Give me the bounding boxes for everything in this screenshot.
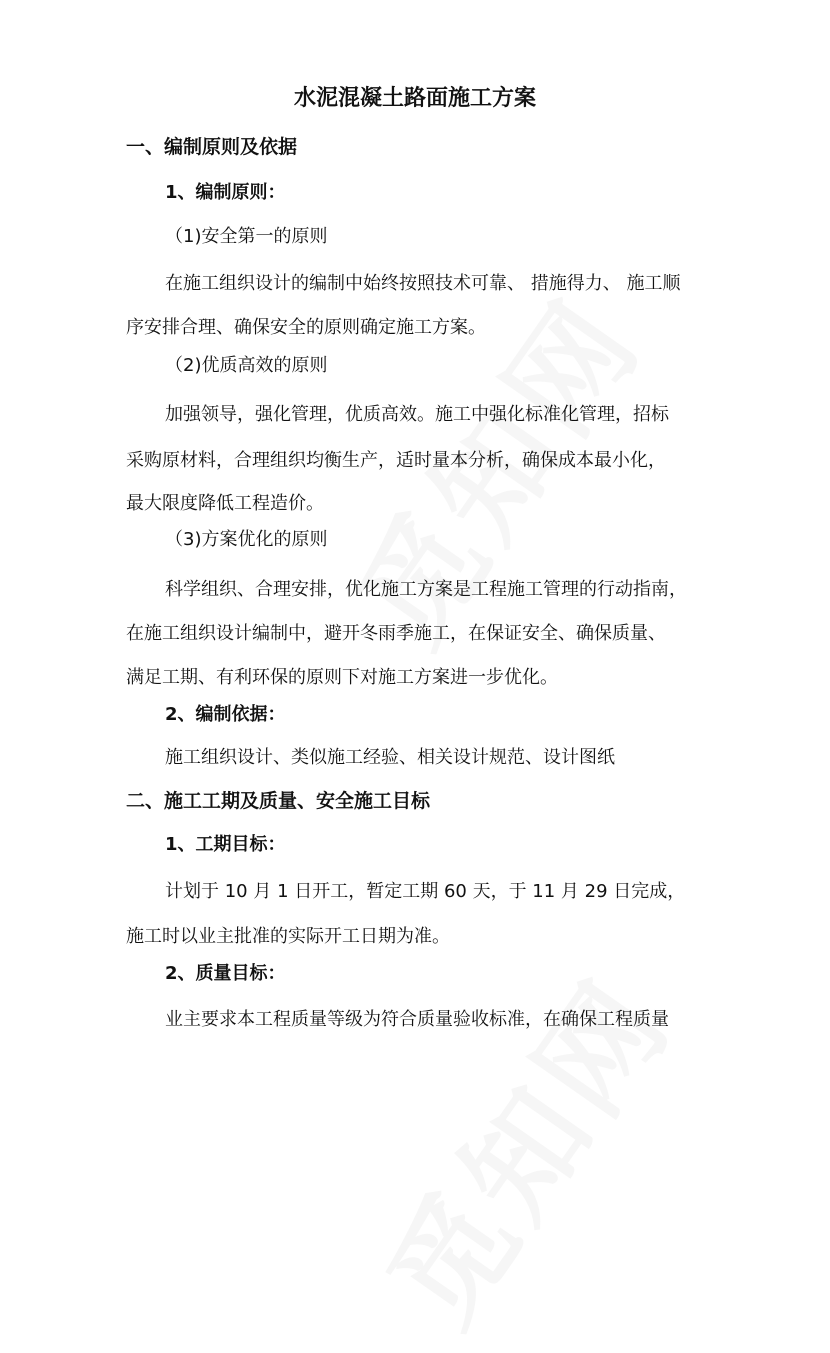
paragraph-line: 满足工期、有利环保的原则下对施工方案进一步优化。: [126, 667, 558, 688]
paragraph-line: 最大限度降低工程造价。: [126, 493, 324, 514]
watermark: [341, 939, 702, 1352]
paragraph-line: 计划于 10 月 1 日开工，暂定工期 60 天，于 11 月 29 日完成，: [165, 881, 686, 902]
paragraph-line: 施工时以业主批准的实际开工日期为准。: [126, 926, 450, 947]
paragraph-line: 序安排合理、确保安全的原则确定施工方案。: [126, 317, 486, 338]
paragraph-line: 业主要求本工程质量等级为符合质量验收标准，在确保工程质量: [165, 1009, 669, 1030]
paragraph-line: 加强领导，强化管理，优质高效。施工中强化标准化管理，招标: [165, 404, 669, 425]
paragraph-line: 在施工组织设计的编制中始终按照技术可靠、 措施得力、 施工顺: [165, 273, 681, 294]
section-heading: 一、编制原则及依据: [126, 136, 298, 158]
document-title: 水泥混凝土路面施工方案: [293, 86, 536, 111]
item-heading: （3)方案优化的原则: [165, 529, 328, 550]
subsection-heading: 1、工期目标：: [165, 834, 286, 855]
paragraph-line: 在施工组织设计编制中，避开冬雨季施工，在保证安全、确保质量、: [126, 623, 666, 644]
item-heading: （2)优质高效的原则: [165, 355, 328, 376]
paragraph-line: 科学组织、合理安排，优化施工方案是工程施工管理的行动指南，: [165, 579, 687, 600]
paragraph-line: 施工组织设计、类似施工经验、相关设计规范、设计图纸: [165, 747, 615, 768]
subsection-heading: 2、编制依据：: [165, 704, 286, 725]
paragraph-line: 采购原材料，合理组织均衡生产，适时量本分析，确保成本最小化，: [126, 450, 666, 471]
subsection-heading: 2、质量目标：: [165, 963, 286, 984]
item-heading: （1)安全第一的原则: [165, 226, 328, 247]
subsection-heading: 1、编制原则：: [165, 182, 286, 203]
section-heading: 二、施工工期及质量、安全施工目标: [126, 790, 431, 812]
